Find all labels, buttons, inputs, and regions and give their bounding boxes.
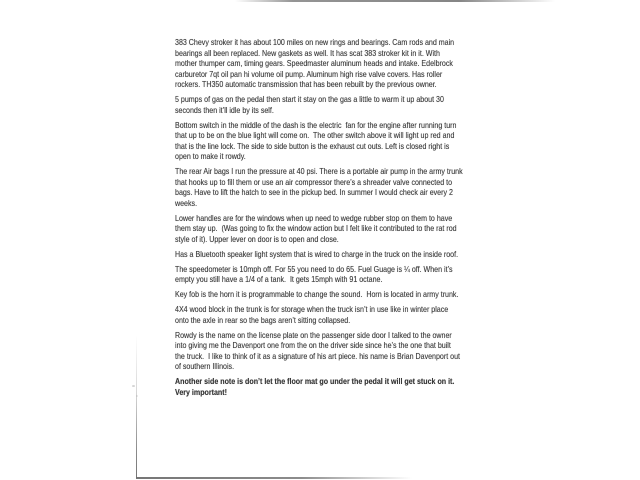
paragraph: [175, 377, 499, 398]
text-line: bearings all been replaced. New gaskets as well. It has scat 383 stroker kit in it. With: [175, 48, 440, 58]
paragraph: [175, 331, 499, 373]
paragraph: [175, 167, 499, 209]
document-text: [175, 38, 499, 403]
text-line: seconds then it’ll idle by its self.: [175, 105, 274, 115]
page-top-edge-artifact: [235, 0, 555, 2]
paragraph: [175, 265, 499, 286]
text-line: The rear Air bags I run the pressure at 40 psi. There is a portable air pump in the army trunk: [175, 167, 463, 176]
text-line: 4X4 wood block in the trunk is for storage when the truck isn’t in use like in winter place: [175, 305, 449, 314]
text-line: the truck. I like to think of it as a signature of his art piece. his name is Brian Davenport out: [175, 351, 461, 361]
text-line: Bottom switch in the middle of the dash is the electric fan for the engine after running turn: [175, 120, 457, 130]
paragraph: [175, 305, 499, 326]
text-line: Key fob is the horn it is programmable to change the sound. Horn is located in army trunk.: [175, 290, 459, 299]
paragraph: [175, 290, 499, 301]
text-line: of southern Illinois.: [175, 362, 235, 371]
paragraph: [175, 95, 499, 116]
text-line: style of it). Upper lever on door is to open and close.: [175, 234, 339, 244]
text-line: that up to be on the blue light will come on. The other switch above it will light up red and: [175, 131, 455, 140]
text-line: Has a Bluetooth speaker light system that is wired to charge in the truck on the inside roof.: [175, 249, 459, 259]
text-line: mother thumper cam, timing gears. Speedmaster aluminum heads and intake. Edelbrock: [175, 59, 453, 68]
text-line: that is the line lock. The side to side button is the exhaust cut outs. Left is closed right is: [175, 141, 450, 151]
text-line: carburetor 7qt oil pan hi volume oil pump. Aluminum high rise valve covers. Has roller: [175, 69, 443, 79]
scan-speck: [132, 385, 135, 387]
page-left-edge-artifact: [136, 335, 137, 478]
text-line: 383 Chevy stroker it has about 100 miles on new rings and bearings. Cam rods and main: [175, 38, 455, 47]
text-line: them stay up. (Was going to fix the window action but I felt like it contributed to the rat rod: [175, 224, 457, 233]
scan-speck: [136, 395, 138, 397]
text-line: The speedometer is 10mph off. For 55 you need to do 65. Fuel Guage is ¼ off. When it’s: [175, 264, 453, 274]
text-line: that hooks up to fill them or use an air compressor there’s a shreader valve connected to: [175, 177, 453, 187]
text-line: empty you still have a 1/4 of a tank. It gets 15mph with 91 octane.: [175, 275, 383, 284]
text-line: rockers. TH350 automatic transmission that has been rebuilt by the previous owner.: [175, 80, 437, 89]
paragraph: [175, 214, 499, 246]
text-line: bags. Have to lift the hatch to see in the pickup bed. In summer I would check air every 2: [175, 188, 453, 197]
text-line: Lower handles are for the windows when up need to wedge rubber stop on them to have: [175, 213, 453, 223]
page-bottom-edge-artifact: [136, 477, 412, 479]
text-line: into giving me the Davenport one from the on the driver side since he’s the one that built: [175, 341, 451, 350]
text-line: Rowdy is the name on the license plate on the passenger side door I talked to the owner: [175, 330, 452, 340]
text-line: Very important!: [175, 387, 227, 397]
text-line: weeks.: [175, 198, 198, 208]
paragraph: [175, 250, 499, 261]
text-line: onto the axle in rear so the bags aren’t sitting collapsed.: [175, 315, 351, 325]
paragraph: [175, 121, 499, 163]
paragraph: [175, 38, 499, 91]
text-line: Another side note is don’t let the floor mat go under the pedal it will get stuck on it.: [175, 377, 455, 386]
text-line: open to make it rowdy.: [175, 152, 246, 161]
text-line: 5 pumps of gas on the pedal then start it stay on the gas a little to warm it up about 30: [175, 95, 444, 104]
